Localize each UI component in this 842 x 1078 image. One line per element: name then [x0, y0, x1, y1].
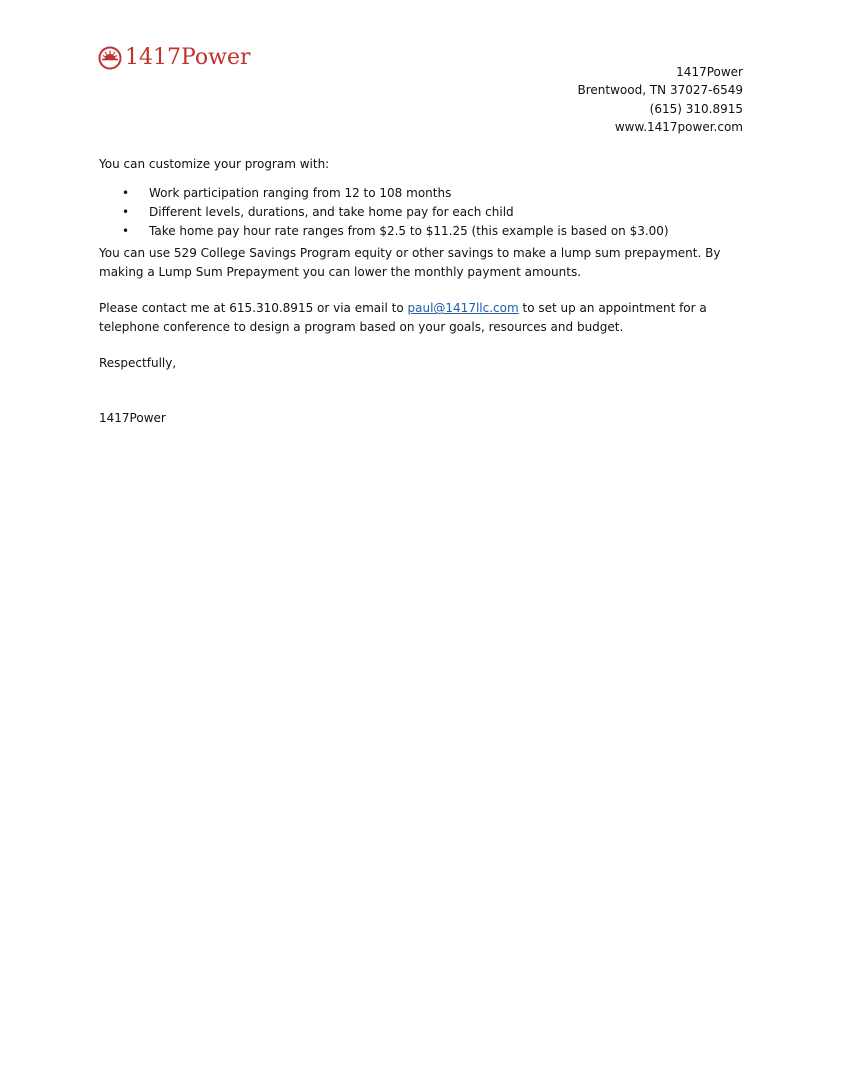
company-address-block [577, 63, 743, 137]
list-item-text: Take home pay hour rate ranges from $2.5 to $11.25 (this example is based on $3.00) [149, 224, 669, 239]
contact-text-before: Please contact me at 615.310.8915 or via email to [99, 301, 408, 316]
address-city-line: Brentwood, TN 37027-6549 [577, 83, 743, 98]
program-options-list [99, 184, 744, 241]
list-item [99, 203, 744, 222]
list-item-text: Different levels, durations, and take home pay for each child [149, 205, 514, 220]
bullet-icon: • [122, 186, 130, 201]
address-phone: (615) 310.8915 [649, 101, 743, 116]
letter-body [99, 155, 744, 428]
contact-paragraph [99, 299, 744, 336]
signature-text: 1417Power [99, 411, 166, 426]
list-item [99, 184, 744, 203]
address-company-name: 1417Power [676, 65, 743, 79]
logo-text: 1417Power [125, 45, 251, 70]
closing-text: Respectfully, [99, 356, 177, 371]
contact-text-after: to set up an appointment for a telephone conference to design a program based on your goals, resources and budget. [99, 301, 707, 334]
company-logo [98, 44, 251, 72]
sun-circle-logo-icon [98, 46, 122, 70]
list-item [99, 222, 744, 241]
address-website: www.1417power.com [614, 120, 743, 135]
savings-paragraph: You can use 529 College Savings Program equity or other savings to make a lump sum prepayment. By making a Lump Sum Prepayment you can lower the monthly payment amounts. [99, 246, 721, 279]
email-link[interactable]: paul@1417llc.com [407, 301, 519, 316]
bullet-icon: • [122, 205, 130, 220]
intro-text: You can customize your program with: [99, 157, 330, 171]
list-item-text: Work participation ranging from 12 to 108 months [149, 186, 452, 201]
bullet-icon: • [122, 224, 130, 239]
